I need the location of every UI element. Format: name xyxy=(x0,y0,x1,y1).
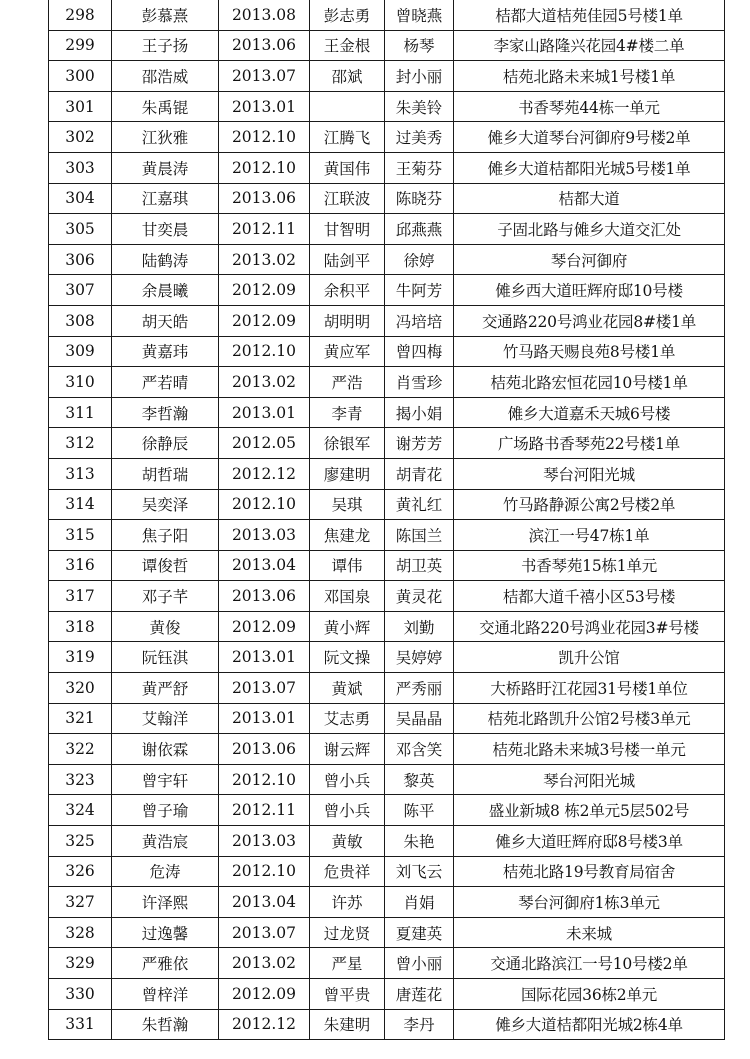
cell-address: 桔苑北路未来城1号楼1单 xyxy=(454,61,725,92)
cell-birth-date: 2012.09 xyxy=(219,275,310,306)
cell-student-name: 焦子阳 xyxy=(112,520,219,551)
cell-birth-date: 2013.02 xyxy=(219,244,310,275)
cell-address: 桔苑北路凯升公馆2号楼3单元 xyxy=(454,703,725,734)
cell-student-name: 陆鹤涛 xyxy=(112,244,219,275)
cell-birth-date: 2012.05 xyxy=(219,428,310,459)
cell-student-name: 余晨曦 xyxy=(112,275,219,306)
cell-birth-date: 2013.02 xyxy=(219,367,310,398)
cell-mother-name: 陈平 xyxy=(385,795,454,826)
cell-father-name: 江联波 xyxy=(310,183,385,214)
cell-address: 桔苑北路未来城3号楼一单元 xyxy=(454,734,725,765)
cell-father-name: 许苏 xyxy=(310,887,385,918)
cell-birth-date: 2012.09 xyxy=(219,979,310,1010)
cell-number: 302 xyxy=(49,122,112,153)
cell-address: 交通北路滨江一号10号楼2单 xyxy=(454,948,725,979)
cell-number: 331 xyxy=(49,1009,112,1040)
cell-address: 竹马路天赐良苑8号楼1单 xyxy=(454,336,725,367)
cell-mother-name: 黄礼红 xyxy=(385,489,454,520)
cell-address: 大桥路盱江花园31号楼1单位 xyxy=(454,673,725,704)
cell-father-name: 黄国伟 xyxy=(310,152,385,183)
cell-father-name: 黄应军 xyxy=(310,336,385,367)
cell-number: 317 xyxy=(49,581,112,612)
cell-mother-name: 黄灵花 xyxy=(385,581,454,612)
table-row xyxy=(49,673,725,704)
cell-birth-date: 2012.09 xyxy=(219,611,310,642)
cell-mother-name: 揭小娟 xyxy=(385,397,454,428)
cell-number: 300 xyxy=(49,61,112,92)
cell-mother-name: 过美秀 xyxy=(385,122,454,153)
cell-father-name: 谢云辉 xyxy=(310,734,385,765)
cell-father-name: 曾小兵 xyxy=(310,764,385,795)
table-row xyxy=(49,917,725,948)
cell-birth-date: 2013.01 xyxy=(219,642,310,673)
cell-address: 琴台河御府1栋3单元 xyxy=(454,887,725,918)
table-row xyxy=(49,183,725,214)
cell-mother-name: 严秀丽 xyxy=(385,673,454,704)
cell-student-name: 曾宇轩 xyxy=(112,764,219,795)
cell-mother-name: 谢芳芳 xyxy=(385,428,454,459)
table-row xyxy=(49,856,725,887)
cell-student-name: 黄严舒 xyxy=(112,673,219,704)
cell-number: 312 xyxy=(49,428,112,459)
cell-birth-date: 2012.09 xyxy=(219,305,310,336)
cell-student-name: 江狄雅 xyxy=(112,122,219,153)
cell-mother-name: 邱燕燕 xyxy=(385,214,454,245)
cell-address: 桔都大道千禧小区53号楼 xyxy=(454,581,725,612)
cell-number: 318 xyxy=(49,611,112,642)
cell-address: 桔苑北路19号教育局宿舍 xyxy=(454,856,725,887)
cell-mother-name: 刘勤 xyxy=(385,611,454,642)
table-row xyxy=(49,122,725,153)
table-row xyxy=(49,826,725,857)
cell-address: 凯升公馆 xyxy=(454,642,725,673)
cell-number: 329 xyxy=(49,948,112,979)
cell-birth-date: 2012.10 xyxy=(219,122,310,153)
cell-mother-name: 李丹 xyxy=(385,1009,454,1040)
cell-birth-date: 2013.07 xyxy=(219,61,310,92)
cell-mother-name: 曾小丽 xyxy=(385,948,454,979)
cell-mother-name: 吴晶晶 xyxy=(385,703,454,734)
cell-address: 广场路书香琴苑22号楼1单 xyxy=(454,428,725,459)
cell-father-name: 黄小辉 xyxy=(310,611,385,642)
table-row xyxy=(49,305,725,336)
cell-mother-name: 胡卫英 xyxy=(385,550,454,581)
cell-student-name: 胡哲瑞 xyxy=(112,458,219,489)
cell-number: 319 xyxy=(49,642,112,673)
cell-number: 316 xyxy=(49,550,112,581)
cell-address: 交通路220号鸿业花园8#楼1单 xyxy=(454,305,725,336)
cell-father-name: 阮文操 xyxy=(310,642,385,673)
cell-father-name: 李青 xyxy=(310,397,385,428)
table-row xyxy=(49,795,725,826)
cell-father-name xyxy=(310,91,385,122)
cell-father-name: 彭志勇 xyxy=(310,0,385,30)
table-row xyxy=(49,152,725,183)
cell-father-name: 曾平贵 xyxy=(310,979,385,1010)
cell-mother-name: 陈晓芬 xyxy=(385,183,454,214)
cell-mother-name: 杨琴 xyxy=(385,30,454,61)
table-row xyxy=(49,61,725,92)
cell-student-name: 邓子芊 xyxy=(112,581,219,612)
cell-number: 323 xyxy=(49,764,112,795)
table-row xyxy=(49,642,725,673)
cell-address: 琴台河阳光城 xyxy=(454,764,725,795)
cell-address: 傩乡西大道旺辉府邸10号楼 xyxy=(454,275,725,306)
cell-father-name: 焦建龙 xyxy=(310,520,385,551)
cell-mother-name: 吴婷婷 xyxy=(385,642,454,673)
cell-address: 琴台河阳光城 xyxy=(454,458,725,489)
cell-student-name: 王子扬 xyxy=(112,30,219,61)
cell-student-name: 朱禹锟 xyxy=(112,91,219,122)
cell-birth-date: 2013.04 xyxy=(219,887,310,918)
cell-number: 307 xyxy=(49,275,112,306)
cell-mother-name: 夏建英 xyxy=(385,917,454,948)
cell-address: 桔都大道 xyxy=(454,183,725,214)
cell-mother-name: 曾四梅 xyxy=(385,336,454,367)
cell-student-name: 严若晴 xyxy=(112,367,219,398)
table-row xyxy=(49,489,725,520)
cell-student-name: 甘奕晨 xyxy=(112,214,219,245)
table-row xyxy=(49,520,725,551)
cell-student-name: 严雅依 xyxy=(112,948,219,979)
cell-student-name: 徐静辰 xyxy=(112,428,219,459)
cell-father-name: 过龙贤 xyxy=(310,917,385,948)
table-row xyxy=(49,428,725,459)
cell-birth-date: 2013.03 xyxy=(219,520,310,551)
cell-student-name: 艾翰洋 xyxy=(112,703,219,734)
cell-student-name: 胡天皓 xyxy=(112,305,219,336)
cell-number: 330 xyxy=(49,979,112,1010)
cell-student-name: 邵浩威 xyxy=(112,61,219,92)
cell-address: 傩乡大道旺辉府邸8号楼3单 xyxy=(454,826,725,857)
cell-address: 桔都大道桔苑佳园5号楼1单 xyxy=(454,0,725,30)
cell-birth-date: 2012.11 xyxy=(219,214,310,245)
cell-address: 桔苑北路宏恒花园10号楼1单 xyxy=(454,367,725,398)
table-row xyxy=(49,887,725,918)
cell-student-name: 危涛 xyxy=(112,856,219,887)
cell-father-name: 廖建明 xyxy=(310,458,385,489)
cell-number: 301 xyxy=(49,91,112,122)
cell-student-name: 江嘉琪 xyxy=(112,183,219,214)
cell-birth-date: 2013.01 xyxy=(219,91,310,122)
cell-student-name: 曾梓洋 xyxy=(112,979,219,1010)
table-row xyxy=(49,30,725,61)
cell-student-name: 黄晨涛 xyxy=(112,152,219,183)
cell-father-name: 江腾飞 xyxy=(310,122,385,153)
cell-mother-name: 朱美铃 xyxy=(385,91,454,122)
roster-table xyxy=(48,0,725,1040)
table-row xyxy=(49,91,725,122)
cell-address: 滨江一号47栋1单 xyxy=(454,520,725,551)
cell-student-name: 谭俊哲 xyxy=(112,550,219,581)
cell-address: 竹马路静源公寓2号楼2单 xyxy=(454,489,725,520)
table-row xyxy=(49,275,725,306)
cell-number: 322 xyxy=(49,734,112,765)
table-row xyxy=(49,979,725,1010)
table-row xyxy=(49,764,725,795)
cell-address: 傩乡大道嘉禾天城6号楼 xyxy=(454,397,725,428)
cell-number: 321 xyxy=(49,703,112,734)
cell-student-name: 李哲瀚 xyxy=(112,397,219,428)
cell-birth-date: 2012.11 xyxy=(219,795,310,826)
cell-mother-name: 邓含笑 xyxy=(385,734,454,765)
cell-address: 李家山路隆兴花园4#楼二单 xyxy=(454,30,725,61)
cell-number: 326 xyxy=(49,856,112,887)
cell-student-name: 谢依霖 xyxy=(112,734,219,765)
cell-father-name: 余积平 xyxy=(310,275,385,306)
table-row xyxy=(49,0,725,30)
cell-student-name: 吴奕泽 xyxy=(112,489,219,520)
cell-number: 305 xyxy=(49,214,112,245)
cell-father-name: 邵斌 xyxy=(310,61,385,92)
cell-birth-date: 2012.10 xyxy=(219,152,310,183)
cell-number: 304 xyxy=(49,183,112,214)
cell-birth-date: 2012.10 xyxy=(219,764,310,795)
cell-student-name: 黄浩宸 xyxy=(112,826,219,857)
table-row xyxy=(49,367,725,398)
cell-birth-date: 2012.10 xyxy=(219,856,310,887)
cell-number: 314 xyxy=(49,489,112,520)
table-row xyxy=(49,458,725,489)
cell-birth-date: 2012.10 xyxy=(219,336,310,367)
cell-mother-name: 陈国兰 xyxy=(385,520,454,551)
cell-mother-name: 牛阿芳 xyxy=(385,275,454,306)
cell-address: 书香琴苑44栋一单元 xyxy=(454,91,725,122)
cell-number: 311 xyxy=(49,397,112,428)
cell-birth-date: 2013.06 xyxy=(219,581,310,612)
cell-student-name: 彭慕熹 xyxy=(112,0,219,30)
cell-mother-name: 唐莲花 xyxy=(385,979,454,1010)
cell-birth-date: 2013.08 xyxy=(219,0,310,30)
cell-birth-date: 2012.10 xyxy=(219,489,310,520)
cell-birth-date: 2012.12 xyxy=(219,1009,310,1040)
cell-mother-name: 冯培培 xyxy=(385,305,454,336)
cell-number: 299 xyxy=(49,30,112,61)
cell-birth-date: 2013.03 xyxy=(219,826,310,857)
cell-student-name: 黄俊 xyxy=(112,611,219,642)
cell-mother-name: 朱艳 xyxy=(385,826,454,857)
cell-birth-date: 2013.06 xyxy=(219,30,310,61)
cell-father-name: 曾小兵 xyxy=(310,795,385,826)
cell-mother-name: 徐婷 xyxy=(385,244,454,275)
cell-father-name: 甘智明 xyxy=(310,214,385,245)
cell-mother-name: 封小丽 xyxy=(385,61,454,92)
cell-mother-name: 肖娟 xyxy=(385,887,454,918)
roster-body xyxy=(49,0,725,1040)
cell-address: 书香琴苑15栋1单元 xyxy=(454,550,725,581)
cell-number: 313 xyxy=(49,458,112,489)
cell-number: 309 xyxy=(49,336,112,367)
table-row xyxy=(49,734,725,765)
cell-address: 子固北路与傩乡大道交汇处 xyxy=(454,214,725,245)
cell-address: 傩乡大道桔都阳光城2栋4单 xyxy=(454,1009,725,1040)
cell-student-name: 许泽熙 xyxy=(112,887,219,918)
cell-father-name: 严浩 xyxy=(310,367,385,398)
cell-mother-name: 肖雪珍 xyxy=(385,367,454,398)
cell-birth-date: 2012.12 xyxy=(219,458,310,489)
table-row xyxy=(49,550,725,581)
cell-number: 310 xyxy=(49,367,112,398)
cell-number: 306 xyxy=(49,244,112,275)
cell-number: 325 xyxy=(49,826,112,857)
cell-number: 327 xyxy=(49,887,112,918)
cell-address: 盛业新城8 栋2单元5层502号 xyxy=(454,795,725,826)
cell-father-name: 胡明明 xyxy=(310,305,385,336)
cell-number: 303 xyxy=(49,152,112,183)
cell-mother-name: 胡青花 xyxy=(385,458,454,489)
table-row xyxy=(49,336,725,367)
cell-father-name: 黄斌 xyxy=(310,673,385,704)
cell-father-name: 严星 xyxy=(310,948,385,979)
cell-father-name: 陆剑平 xyxy=(310,244,385,275)
cell-address: 傩乡大道桔都阳光城5号楼1单 xyxy=(454,152,725,183)
cell-mother-name: 黎英 xyxy=(385,764,454,795)
table-row xyxy=(49,214,725,245)
cell-father-name: 谭伟 xyxy=(310,550,385,581)
cell-student-name: 曾子瑜 xyxy=(112,795,219,826)
cell-student-name: 朱哲瀚 xyxy=(112,1009,219,1040)
cell-birth-date: 2013.06 xyxy=(219,734,310,765)
cell-birth-date: 2013.06 xyxy=(219,183,310,214)
cell-number: 298 xyxy=(49,0,112,30)
cell-birth-date: 2013.02 xyxy=(219,948,310,979)
cell-student-name: 阮钰淇 xyxy=(112,642,219,673)
cell-father-name: 徐银军 xyxy=(310,428,385,459)
cell-birth-date: 2013.07 xyxy=(219,917,310,948)
cell-address: 交通北路220号鸿业花园3#号楼 xyxy=(454,611,725,642)
cell-mother-name: 曾晓燕 xyxy=(385,0,454,30)
cell-birth-date: 2013.01 xyxy=(219,397,310,428)
cell-number: 324 xyxy=(49,795,112,826)
table-row xyxy=(49,397,725,428)
table-row xyxy=(49,244,725,275)
cell-address: 未来城 xyxy=(454,917,725,948)
cell-birth-date: 2013.01 xyxy=(219,703,310,734)
table-row xyxy=(49,703,725,734)
cell-number: 315 xyxy=(49,520,112,551)
cell-mother-name: 刘飞云 xyxy=(385,856,454,887)
cell-father-name: 艾志勇 xyxy=(310,703,385,734)
cell-number: 320 xyxy=(49,673,112,704)
cell-father-name: 吴琪 xyxy=(310,489,385,520)
table-row xyxy=(49,948,725,979)
cell-number: 328 xyxy=(49,917,112,948)
cell-mother-name: 王菊芬 xyxy=(385,152,454,183)
cell-student-name: 过逸馨 xyxy=(112,917,219,948)
cell-father-name: 黄敏 xyxy=(310,826,385,857)
cell-address: 琴台河御府 xyxy=(454,244,725,275)
cell-father-name: 危贵祥 xyxy=(310,856,385,887)
roster-sheet xyxy=(48,0,718,1040)
cell-father-name: 王金根 xyxy=(310,30,385,61)
cell-birth-date: 2013.07 xyxy=(219,673,310,704)
table-row xyxy=(49,611,725,642)
cell-birth-date: 2013.04 xyxy=(219,550,310,581)
cell-number: 308 xyxy=(49,305,112,336)
cell-father-name: 朱建明 xyxy=(310,1009,385,1040)
cell-address: 傩乡大道琴台河御府9号楼2单 xyxy=(454,122,725,153)
cell-father-name: 邓国泉 xyxy=(310,581,385,612)
table-row xyxy=(49,581,725,612)
cell-address: 国际花园36栋2单元 xyxy=(454,979,725,1010)
table-row xyxy=(49,1009,725,1040)
cell-student-name: 黄嘉玮 xyxy=(112,336,219,367)
